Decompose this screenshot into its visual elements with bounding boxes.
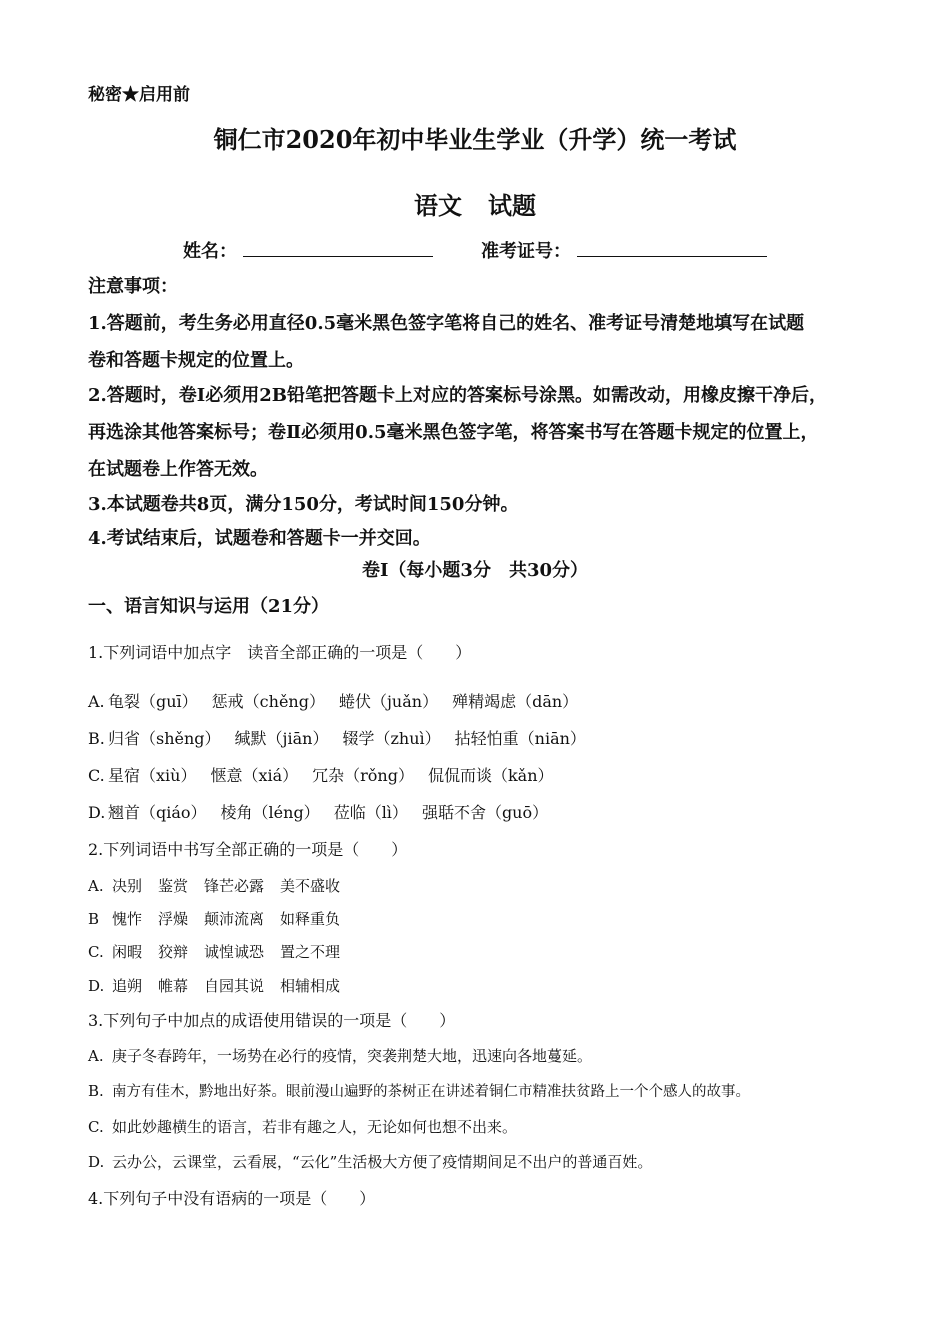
option-d	[88, 800, 562, 823]
option-word: 相辅相成	[280, 977, 341, 995]
subject-name: 语文	[414, 191, 462, 220]
option-word: 归省（shěng）	[108, 729, 221, 748]
option-c	[88, 763, 568, 786]
option-text: 如此妙趣横生的语言，若非有趣之人，无论如何也想不出来。	[112, 1118, 518, 1136]
option-word: 颠沛流离	[204, 910, 265, 928]
option-b	[88, 908, 356, 929]
part-heading: 一、语言知识与运用（21分）	[88, 596, 330, 617]
subject-title	[0, 186, 950, 221]
option-word: 蜷伏（juǎn）	[338, 692, 439, 711]
id-blank[interactable]	[577, 240, 767, 257]
note-line: 再选涂其他答案标号；卷Ⅱ必须用0.5毫米黑色签字笔，将答案书写在答题卡规定的位置上，	[88, 422, 819, 443]
id-label: 准考证号：	[481, 241, 571, 262]
note-line: 卷和答题卡规定的位置上。	[88, 350, 304, 371]
option-label: D.	[88, 1153, 105, 1171]
option-word: 翘首（qiáo）	[108, 803, 207, 822]
option-word: 拈轻怕重（niān）	[454, 729, 586, 748]
name-field[interactable]	[183, 237, 433, 263]
question-stem: 1.下列词语中加点字 读音全部正确的一项是（ ）	[88, 643, 472, 662]
option-word: 锋芒必露	[204, 877, 265, 895]
option-word: 星宿（xiù）	[108, 766, 197, 785]
option-label: A.	[88, 1047, 104, 1065]
option-word: 强聒不舍（guō）	[421, 803, 549, 822]
option-word: 诚惶诚恐	[204, 943, 265, 961]
option-word: 决别	[112, 877, 143, 895]
note-line: 3.本试题卷共8页，满分150分，考试时间150分钟。	[88, 494, 519, 515]
option-word: 辍学（zhuì）	[342, 729, 441, 748]
option-word: 惬意（xiá）	[210, 766, 299, 785]
option-word: 龟裂（guī）	[108, 692, 198, 711]
option-word: 侃侃而谈（kǎn）	[427, 766, 554, 785]
note-line: 4.考试结束后，试题卷和答题卡一并交回。	[88, 528, 431, 549]
option-text: 云办公，云课堂，云看展，“云化”生活极大方便了疫情期间足不出户的普通百姓。	[112, 1153, 653, 1171]
note-line: 1.答题前，考生务必用直径0.5毫米黑色签字笔将自己的姓名、准考证号清楚地填写在试题	[88, 313, 805, 334]
option-a	[88, 875, 356, 896]
exam-title: 铜仁市2020年初中毕业生学业（升学）统一考试	[213, 125, 737, 154]
option-label: C.	[88, 1118, 104, 1136]
option-label: A.	[88, 877, 104, 895]
option-label: C.	[88, 766, 105, 785]
option-d	[88, 1151, 652, 1172]
option-word: 浮燥	[158, 910, 189, 928]
option-label: B	[88, 910, 100, 928]
option-word: 闲暇	[112, 943, 143, 961]
classified-mark: 秘密★启用前	[88, 85, 190, 105]
option-label: B.	[88, 1082, 104, 1100]
paper-label: 试题	[488, 191, 536, 220]
option-word: 殚精竭虑（dān）	[452, 692, 579, 711]
option-c	[88, 941, 356, 962]
name-label: 姓名：	[183, 241, 237, 262]
option-b	[88, 726, 600, 749]
option-word: 狡辩	[158, 943, 189, 961]
option-word: 缄默（jiān）	[234, 729, 329, 748]
option-a	[88, 689, 592, 712]
option-d	[88, 975, 356, 996]
question-stem: 4.下列句子中没有语病的一项是（ ）	[88, 1189, 376, 1208]
option-b	[88, 1080, 750, 1101]
option-label: D.	[88, 803, 106, 822]
option-label: B.	[88, 729, 105, 748]
option-word: 如释重负	[280, 910, 341, 928]
option-label: A.	[88, 692, 105, 711]
notes-heading: 注意事项：	[88, 276, 178, 297]
option-word: 置之不理	[280, 943, 341, 961]
option-c	[88, 1116, 517, 1137]
option-word: 鉴赏	[158, 877, 189, 895]
option-word: 美不盛收	[280, 877, 341, 895]
option-word: 莅临（lì）	[333, 803, 408, 822]
name-blank[interactable]	[243, 240, 433, 257]
note-line: 在试题卷上作答无效。	[88, 459, 268, 480]
option-word: 冗杂（rǒng）	[312, 766, 414, 785]
question-stem: 3.下列句子中加点的成语使用错误的一项是（ ）	[88, 1011, 456, 1030]
option-word: 惩戒（chěng）	[211, 692, 325, 711]
option-word: 帷幕	[158, 977, 189, 995]
option-word: 追朔	[112, 977, 143, 995]
volume-heading: 卷Ⅰ（每小题3分 共30分）	[362, 560, 588, 581]
question-stem: 2.下列词语中书写全部正确的一项是（ ）	[88, 840, 408, 859]
note-line: 2.答题时，卷Ⅰ必须用2B铅笔把答题卡上对应的答案标号涂黑。如需改动，用橡皮擦干净后，	[88, 385, 827, 406]
id-field[interactable]	[481, 237, 767, 263]
option-word: 棱角（léng）	[220, 803, 320, 822]
option-text: 南方有佳木，黔地出好茶。眼前漫山遍野的茶树正在讲述着铜仁市精准扶贫路上一个个感人的故事。	[112, 1084, 750, 1100]
option-a	[88, 1045, 592, 1066]
option-word: 自园其说	[204, 977, 265, 995]
option-label: C.	[88, 943, 104, 961]
option-word: 愧怍	[112, 910, 143, 928]
option-label: D.	[88, 977, 105, 995]
option-text: 庚子冬春跨年，一场势在必行的疫情，突袭荆楚大地，迅速向各地蔓延。	[112, 1047, 593, 1065]
